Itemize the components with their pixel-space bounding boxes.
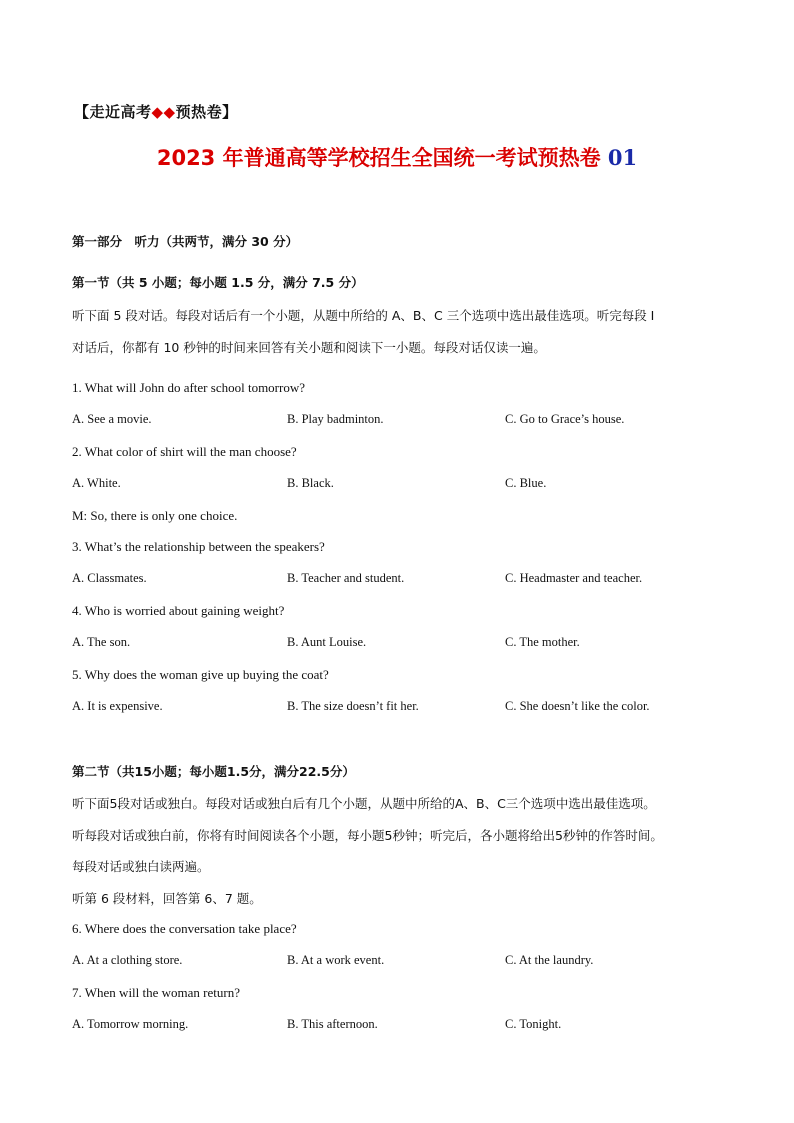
question-5: 5. Why does the woman give up buying the coat? bbox=[72, 667, 329, 682]
question-7: 7. When will the woman return? bbox=[72, 985, 240, 1000]
section2-instructions-3: 每段对话或独白读两遍。 bbox=[72, 859, 210, 874]
question-2: 2. What color of shirt will the man choose? bbox=[72, 444, 297, 459]
question-6: 6. Where does the conversation take place? bbox=[72, 921, 297, 936]
question-6-option-c: C. At the laundry. bbox=[505, 953, 594, 967]
title-number: 01 bbox=[607, 145, 638, 170]
question-6-option-b: B. At a work event. bbox=[287, 953, 385, 967]
title-text: 2023 年普通高等学校招生全国统一考试预热卷 bbox=[156, 146, 608, 170]
section1-instructions-1: 听下面 5 段对话。每段对话后有一个小题，从题中所给的 A、B、C 三个选项中选出最佳选项。听完每段 I bbox=[72, 308, 655, 323]
question-1-option-a: A. See a movie. bbox=[72, 412, 152, 426]
section1-heading: 第一节（共 5 小题；每小题 1.5 分，满分 7.5 分） bbox=[72, 275, 364, 290]
question-1-option-b: B. Play badminton. bbox=[287, 412, 384, 426]
section2-instructions-2: 听每段对话或独白前，你将有时间阅读各个小题，每小题5秒钟；听完后，各小题将给出5秒钟的作答时间。 bbox=[72, 828, 663, 843]
question-4-option-c: C. The mother. bbox=[505, 635, 580, 649]
question-6-option-a: A. At a clothing store. bbox=[72, 953, 183, 967]
diamond-icon: ◆◆ bbox=[151, 103, 176, 121]
section1-instructions-2: 对话后，你都有 10 秒钟的时间来回答有关小题和阅读下一小题。每段对话仅读一遍。 bbox=[72, 340, 546, 355]
question-7-option-c: C. Tonight. bbox=[505, 1017, 562, 1031]
question-3: 3. What’s the relationship between the speakers? bbox=[72, 539, 325, 554]
question-2-option-b: B. Black. bbox=[287, 476, 334, 490]
material-6-intro: 听第 6 段材料，回答第 6、7 题。 bbox=[72, 891, 262, 906]
question-4-option-a: A. The son. bbox=[72, 635, 131, 649]
question-3-option-c: C. Headmaster and teacher. bbox=[505, 571, 643, 585]
tag-suffix: 预热卷】 bbox=[175, 103, 238, 121]
section2-heading: 第二节（共15小题；每小题1.5分，满分22.5分） bbox=[72, 764, 355, 779]
question-5-option-b: B. The size doesn’t fit her. bbox=[287, 699, 419, 713]
page-title bbox=[0, 142, 794, 172]
question-2-option-c: C. Blue. bbox=[505, 476, 547, 490]
question-3-option-b: B. Teacher and student. bbox=[287, 571, 405, 585]
question-1-option-c: C. Go to Grace’s house. bbox=[505, 412, 625, 426]
tag-prefix: 【走近高考 bbox=[74, 103, 152, 121]
paper-tag bbox=[74, 101, 238, 122]
question-3-option-a: A. Classmates. bbox=[72, 571, 147, 585]
question-5-option-a: A. It is expensive. bbox=[72, 699, 163, 713]
question-5-option-c: C. She doesn’t like the color. bbox=[505, 699, 650, 713]
transcript-line: M: So, there is only one choice. bbox=[72, 508, 238, 523]
question-4-option-b: B. Aunt Louise. bbox=[287, 635, 367, 649]
question-1: 1. What will John do after school tomorrow? bbox=[72, 380, 305, 395]
question-7-option-b: B. This afternoon. bbox=[287, 1017, 378, 1031]
section2-instructions-1: 听下面5段对话或独白。每段对话或独白后有几个小题，从题中所给的A、B、C三个选项中选出最佳选项。 bbox=[72, 796, 656, 811]
question-7-option-a: A. Tomorrow morning. bbox=[72, 1017, 189, 1031]
question-2-option-a: A. White. bbox=[72, 476, 121, 490]
part1-heading: 第一部分 听力（共两节，满分 30 分） bbox=[72, 234, 299, 249]
question-4: 4. Who is worried about gaining weight? bbox=[72, 603, 285, 618]
